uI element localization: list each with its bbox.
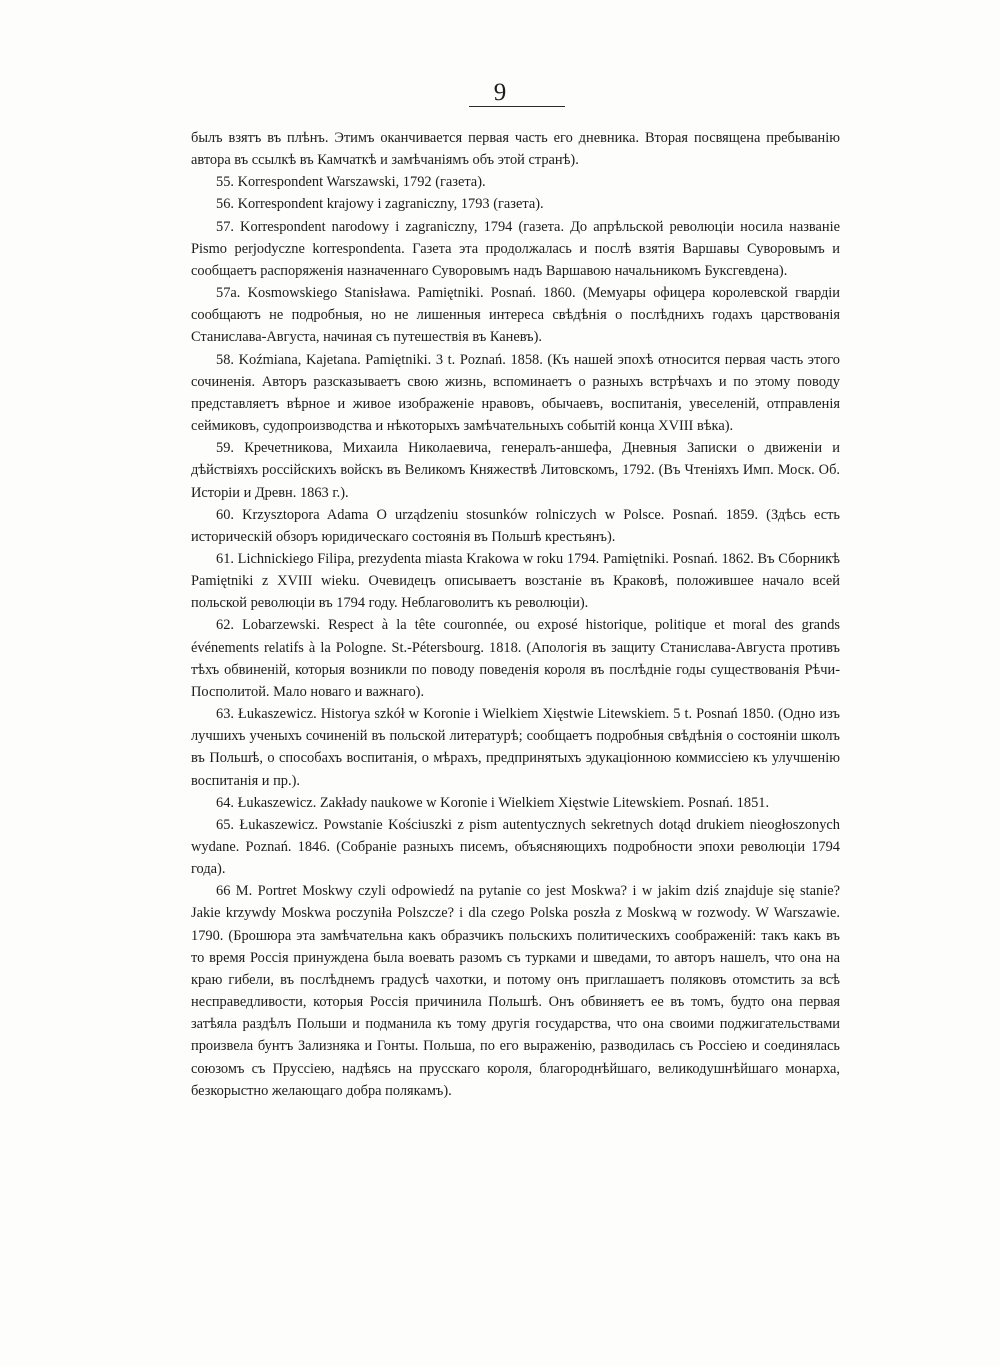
- paragraph: былъ взятъ въ плѣнъ. Этимъ оканчивается первая часть его дневника. Вторая посвящена пребыванію автора въ ссылкѣ въ Камчаткѣ и замѣчаніямъ объ этой странѣ).: [191, 130, 840, 169]
- bibliography-entry-64: 64. Łukaszewicz. Zakłady naukowe w Koronie i Wielkiem Xięstwie Litewskiem. Posnań. 1851.: [216, 794, 770, 811]
- bibliography-entry-66: 66 M. Portret Moskwy czyli odpowiedź na pytanie co jest Moskwa? i w jakim dziś znajduje się stanie? Jakie krzywdy Moskwa poczyniła Polszcze? i dla czego Polska poszła z Moskwą w rozwody. W Warszawie. 1790. (Брошюра эта замѣчательна какъ образчикъ польскихъ политическихъ соображеній: такъ какъ въ то время Россія принуждена была воевать разомъ съ турками и шведами, то авторъ нашелъ, что она на краю гибели, въ послѣднемъ градусѣ чахотки, и потому онъ приглашаетъ поляковъ отомстить за всѣ несправедливости, которыя Россія причинила Польшѣ. Онъ обвиняетъ ее въ томъ, будто она первая затѣяла раздѣлъ Польши и подманила къ тому другія государства, что она своими поджигательствами произвела бунтъ Зализняка и Гонты. Польша, по его выраженію, разводилась съ Россіею и соединялась союзомъ съ Пруссіею, надѣясь на прусскаго короля, благороднѣйшаго, великодушнѣйшаго монарха, безкорыстно желающаго добра полякамъ).: [191, 883, 840, 1099]
- page-number: 9: [493, 79, 507, 106]
- bibliography-entry-58: 58. Koźmiana, Kajetana. Pamiętniki. 3 t. Poznań. 1858. (Къ нашей эпохѣ относится первая часть этого сочиненія. Авторъ разсказываетъ свою жизнь, вспоминаетъ о разныхъ встрѣчахъ и по этому поводу представляетъ вѣрное и живое изображеніе нравовъ, обычаевъ, воспитанія, увеселеній, отправленія сеймиковъ, судопроизводства и нѣкоторыхъ замѣчательныхъ событій конца XVIII вѣка).: [191, 351, 840, 435]
- body-text: [191, 127, 840, 1102]
- bibliography-entry-65: 65. Łukaszewicz. Powstanie Kościuszki z pism autentycznych sekretnych dotąd drukiem nieogłoszonych wydane. Poznań. 1846. (Собраніе разныхъ писемъ, объясняющихъ подробности эпохи революціи 1794 года).: [191, 816, 840, 878]
- bibliography-entry-61: 61. Lichnickiego Filipa, prezydenta miasta Krakowa w roku 1794. Pamiętniki. Posnań. 1862. Въ Сборникѣ Pamiętniki z XVIII wieku. Очевидецъ описываетъ возстаніе въ Краковѣ, положившее начало всей польской революціи въ 1794 году. Неблаговолитъ къ революціи).: [191, 550, 840, 612]
- bibliography-entry-62: 62. Lobarzewski. Respect à la tête couronnée, ou exposé historique, politique et moral des grands événements relatifs à la Pologne. St.-Pétersbourg. 1818. (Апологія въ защиту Станислава-Августа противъ тѣхъ обвиненій, которыя возникли по поводу поведенія короля въ послѣдніе годы существованія Рѣчи-Посполитой. Мало новаго и важнаго).: [191, 617, 840, 700]
- bibliography-entry-63: 63. Łukaszewicz. Historya szkół w Koronie i Wielkiem Xięstwie Litewskiem. 5 t. Posnań 1850. (Одно изъ лучшихъ ученыхъ сочиненій въ польской литературѣ; сообщаетъ подробныя свѣдѣнія о состояніи школъ въ Польшѣ, о способахъ воспитанія, о мѣрахъ, предпринятыхъ эдукаціонною коммиссіею къ улучшенію воспитанія и пр.).: [191, 706, 840, 789]
- bibliography-entry-57: 57. Korrespondent narodowy i zagraniczny, 1794 (газета. До апрѣльской революціи носила названіе Pismo perjodyczne korrespondenta. Газета эта продолжалась и послѣ взятія Варшавы Суворовымъ и сообщаетъ распоряженія назначеннаго Суворовымъ надъ Варшавою начальникомъ Буксгевдена).: [191, 218, 840, 279]
- bibliography-entry-59: 59. Кречетникова, Михаила Николаевича, генералъ-аншефа, Дневныя Записки о движеніи и дѣйствіяхъ россійскихъ войскъ въ Великомъ Княжествѣ Литовскомъ, 1792. (Въ Чтеніяхъ Имп. Моск. Об. Исторіи и Древн. 1863 г.).: [191, 440, 840, 501]
- bibliography-entry-60: 60. Krzysztopora Adama O urządzeniu stosunków rolniczych w Polsce. Posnań. 1859. (Здѣсь есть историческій обзоръ юридическаго состоянія въ Польшѣ крестьянъ).: [191, 506, 840, 545]
- bibliography-entry-57a: 57а. Kosmowskiego Stanisława. Pamiętniki. Posnań. 1860. (Мемуары офицера королевской гвардіи сообщаютъ не подробныя, но не лишенныя интереса свѣдѣнія о послѣднихъ годахъ царствованія Станислава-Августа, начиная съ путешествія въ Каневъ).: [191, 285, 840, 346]
- header-rule: [469, 106, 565, 107]
- bibliography-entry-55: 55. Korrespondent Warszawski, 1792 (газета).: [216, 174, 486, 191]
- bibliography-entry-56: 56. Korrespondent krajowy i zagraniczny, 1793 (газета).: [216, 196, 544, 213]
